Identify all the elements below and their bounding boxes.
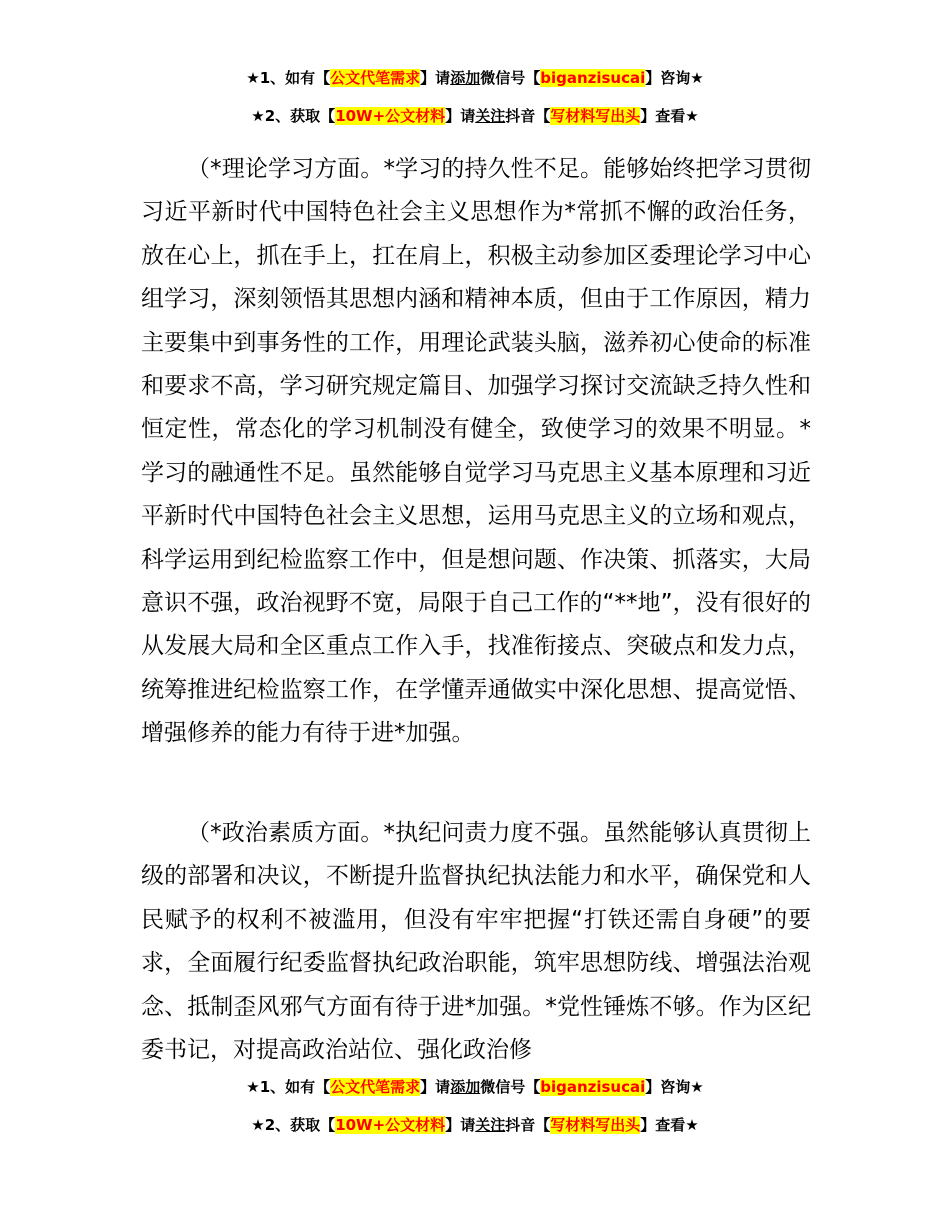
banner-text: 抖音【 — [505, 107, 551, 125]
banner-suffix: 】咨询★ — [645, 1078, 704, 1096]
banner-text: 抖音【 — [505, 1116, 551, 1134]
banner-text: 微信号【 — [480, 69, 541, 87]
banner-highlight-service: 公文代笔需求 — [330, 1078, 421, 1096]
banner-prefix: ★1、如有【 — [246, 69, 331, 87]
banner-highlight-wechat-id: biganzisucai — [540, 69, 646, 87]
banner-text: 】请 — [445, 1116, 476, 1134]
banner-text: 微信号【 — [480, 1078, 541, 1096]
banner-emphasis: 添加 — [450, 1078, 481, 1096]
banner-highlight-materials: 10W+公文材料 — [335, 107, 446, 125]
banner-prefix: ★1、如有【 — [246, 1078, 331, 1096]
banner-emphasis: 添加 — [450, 69, 481, 87]
banner-text: 】请 — [445, 107, 476, 125]
banner-prefix: ★2、获取【 — [251, 107, 336, 125]
banner-emphasis: 关注 — [475, 1116, 506, 1134]
header-banner-line-1 — [0, 67, 950, 89]
banner-highlight-douyin-account: 写材料写出头 — [550, 107, 641, 125]
body-paragraph: （*政治素质方面。*执纪问责力度不强。虽然能够认真贯彻上级的部署和决议，不断提升监督执纪执法能力和水平，确保党和人民赋予的权利不被滥用，但没有牢牢把握“打铁还需自身硬”的要求，全面履行纪委监督执纪政治职能，筑牢思想防线、增强法治观念、抵制歪风邪气方面有待于进*加强。*党性锤炼不够。作为区纪委书记，对提高政治站位、强化政治修 — [141, 820, 811, 1064]
banner-highlight-materials: 10W+公文材料 — [335, 1116, 446, 1134]
banner-suffix: 】咨询★ — [645, 69, 704, 87]
banner-suffix: 】查看★ — [640, 107, 699, 125]
footer-banner-line-2 — [0, 1114, 950, 1136]
body-paragraph: （*理论学习方面。*学习的持久性不足。能够始终把学习贯彻习近平新时代中国特色社会主义思想作为*常抓不懈的政治任务，放在心上，抓在手上，扛在肩上，积极主动参加区委理论学习中心组学习，深刻领悟其思想内涵和精神本质，但由于工作原因，精力主要集中到事务性的工作，用理论武装头脑，滋养初心使命的标准和要求不高，学习研究规定篇目、加强学习探讨交流缺乏持久性和恒定性，常态化的学习机制没有健全，致使学习的效果不明显。*学习的融通性不足。虽然能够自觉学习马克思主义基本原理和习近平新时代中国特色社会主义思想，运用马克思主义的立场和观点，科学运用到纪检监察工作中，但是想问题、作决策、抓落实，大局意识不强，政治视野不宽，局限于自己工作的“**地”，没有很好的从发展大局和全区重点工作入手，找准衔接点、突破点和发力点，统筹推进纪检监察工作，在学懂弄通做实中深化思想、提高觉悟、增强修养的能力有待于进*加强。 — [141, 156, 811, 747]
banner-prefix: ★2、获取【 — [251, 1116, 336, 1134]
header-banner-line-2 — [0, 105, 950, 127]
banner-highlight-wechat-id: biganzisucai — [540, 1078, 646, 1096]
banner-suffix: 】查看★ — [640, 1116, 699, 1134]
banner-text: 】请 — [420, 1078, 451, 1096]
footer-banner-line-1 — [0, 1076, 950, 1098]
banner-highlight-service: 公文代笔需求 — [330, 69, 421, 87]
banner-highlight-douyin-account: 写材料写出头 — [550, 1116, 641, 1134]
banner-emphasis: 关注 — [475, 107, 506, 125]
banner-text: 】请 — [420, 69, 451, 87]
